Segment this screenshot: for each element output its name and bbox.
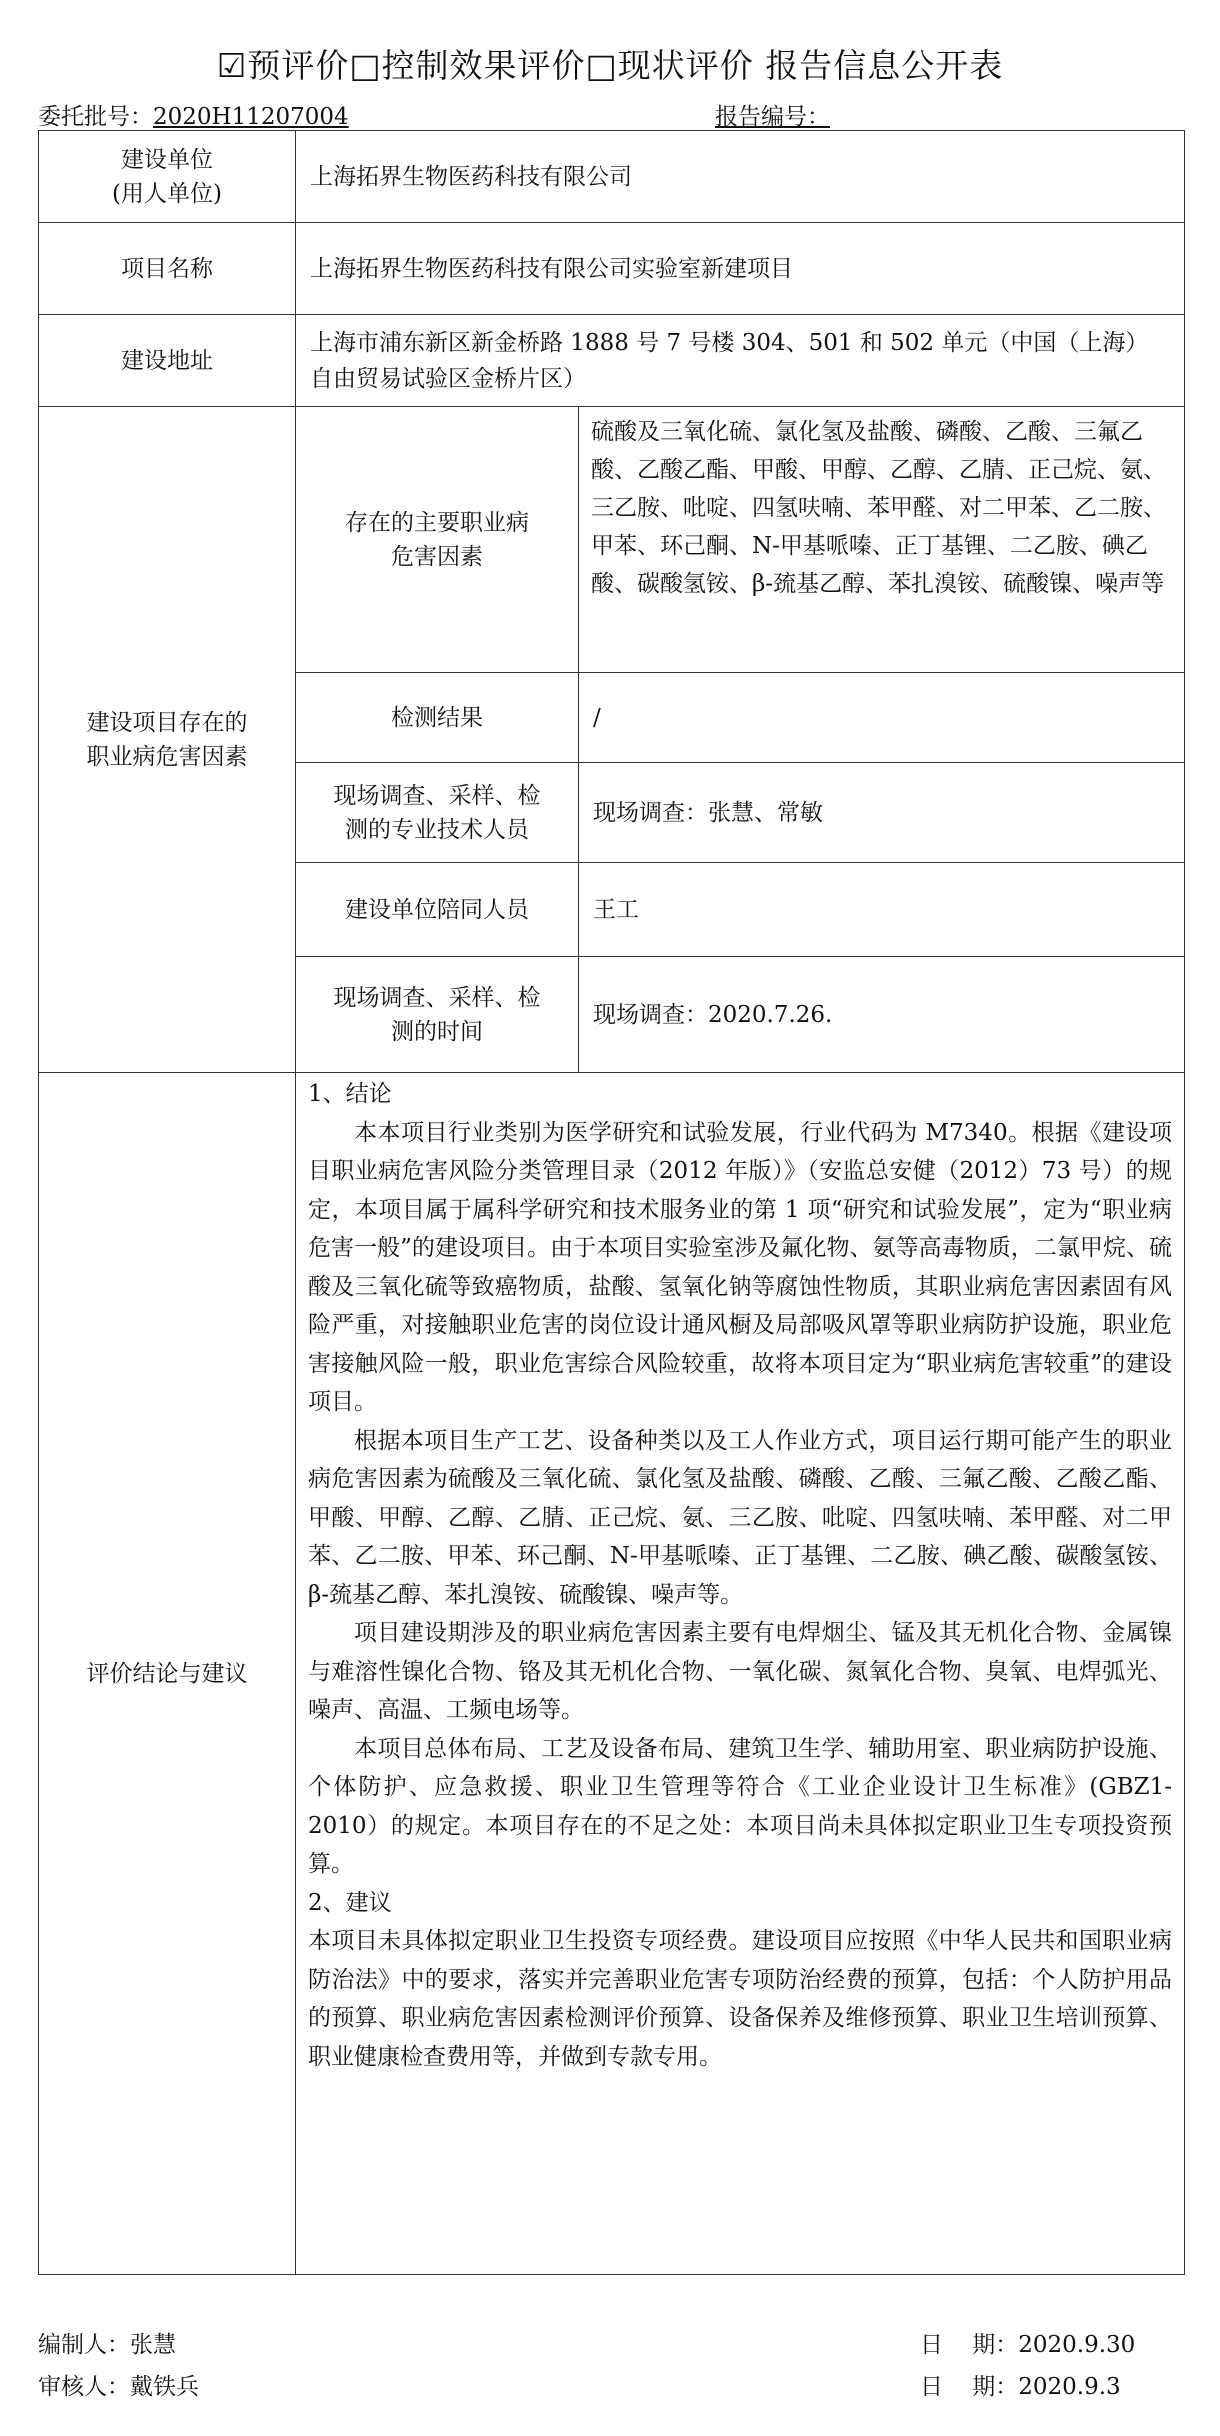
address-label: 建设地址: [39, 315, 296, 407]
time-value: 现场调查：2020.7.26.: [579, 957, 1185, 1073]
escort-label: 建设单位陪同人员: [296, 863, 579, 957]
edit-date: 日 期：2020.9.30: [920, 2332, 1136, 2358]
conclusion-paragraph-1: 本本项目行业类别为医学研究和试验发展，行业代码为 M7340。根据《建设项目职业病危害风险分类管理目录（2012 年版）》（安监总安健（2012）73 号）的规定，本项目属于属科学研究和技术服务业的第 1 项“研究和试验发展”，定为“职业病危害一般”的建设项目。由于本项目实验室涉及氟化物、氨等高毒物质，二氯甲烷、硫酸及三氧化硫等致癌物质，盐酸、氢氧化钠等腐蚀性物质，其职业病危害因素固有风险严重，对接触职业危害的岗位设计通风橱及局部吸风罩等职业病防护设施，职业危害接触风险一般，职业危害综合风险较重，故将本项目定为“职业病危害较重”的建设项目。: [308, 1119, 1172, 1415]
row-address: [39, 315, 1185, 407]
commission-label: 委托批号：: [38, 104, 153, 130]
conclusion-paragraph-3: 项目建设期涉及的职业病危害因素主要有电焊烟尘、锰及其无机化合物、金属镍与难溶性镍化合物、铬及其无机化合物、一氧化碳、氮氧化合物、臭氧、电焊弧光、噪声、高温、工频电场等。: [308, 1620, 1172, 1723]
conclusion-content: [296, 1073, 1185, 2275]
commission-number: [38, 98, 349, 131]
hazards-group-label: 建设项目存在的 职业病危害因素: [39, 407, 296, 1073]
page-title: ☑预评价□控制效果评价□现状评价 报告信息公开表: [216, 46, 1004, 85]
report-number: [715, 98, 854, 131]
hazards-main-label: 存在的主要职业病 危害因素: [296, 407, 579, 673]
project-value: 上海拓界生物医药科技有限公司实验室新建项目: [296, 223, 1185, 315]
address-value: 上海市浦东新区新金桥路 1888 号 7 号楼 304、501 和 502 单元（中国（上海）自由贸易试验区金桥片区）: [296, 315, 1185, 407]
project-label: 项目名称: [39, 223, 296, 315]
staff-label: 现场调查、采样、检 测的专业技术人员: [296, 763, 579, 863]
suggestion-paragraph: 本项目未具体拟定职业卫生投资专项经费。建设项目应按照《中华人民共和国职业病防治法》中的要求，落实并完善职业危害专项防治经费的预算，包括：个人防护用品的预算、职业病危害因素检测评价预算、设备保养及维修预算、职业卫生培训预算、职业健康检查费用等，并做到专款专用。: [308, 1928, 1172, 2070]
suggestion-heading: 2、建议: [308, 1889, 392, 1916]
row-project: [39, 223, 1185, 315]
editor: 编制人：张慧: [38, 2332, 176, 2358]
info-table: [38, 130, 1185, 2275]
escort-value: 王工: [579, 863, 1185, 957]
unit-label: 建设单位 (用人单位): [39, 131, 296, 223]
row-hazards-main: [39, 407, 1185, 673]
result-value: /: [579, 673, 1185, 763]
review-date: 日 期：2020.9.3: [920, 2374, 1121, 2400]
row-conclusion: [39, 1073, 1185, 2275]
conclusion-paragraph-2: 根据本项目生产工艺、设备种类以及工人作业方式，项目运行期可能产生的职业病危害因素为硫酸及三氧化硫、氯化氢及盐酸、磷酸、乙酸、三氟乙酸、乙酸乙酯、甲酸、甲醇、乙醇、乙腈、正己烷、氨、三乙胺、吡啶、四氢呋喃、苯甲醛、对二甲苯、乙二胺、甲苯、环己酮、N-甲基哌嗪、正丁基锂、二乙胺、碘乙酸、碳酸氢铵、β-巯基乙醇、苯扎溴铵、硫酸镍、噪声等。: [308, 1427, 1172, 1608]
hazards-main-value: 硫酸及三氧化硫、氯化氢及盐酸、磷酸、乙酸、三氟乙酸、乙酸乙酯、甲酸、甲醇、乙醇、乙腈、正己烷、氨、三乙胺、吡啶、四氢呋喃、苯甲醛、对二甲苯、乙二胺、甲苯、环己酮、N-甲基哌嗪、正丁基锂、二乙胺、碘乙酸、碳酸氢铵、β-巯基乙醇、苯扎溴铵、硫酸镍、噪声等: [579, 407, 1185, 673]
report-number-label: 报告编号：: [715, 104, 830, 130]
conclusion-heading: 1、结论: [308, 1081, 392, 1107]
staff-value: 现场调查：张慧、常敏: [579, 763, 1185, 863]
row-unit: [39, 131, 1185, 223]
time-label: 现场调查、采样、检 测的时间: [296, 957, 579, 1073]
reviewer: 审核人：戴铁兵: [38, 2374, 199, 2400]
conclusion-paragraph-4: 本项目总体布局、工艺及设备布局、建筑卫生学、辅助用室、职业病防护设施、个体防护、应急救援、职业卫生管理等符合《工业企业设计卫生标准》(GBZ1-2010）的规定。本项目存在的不足之处：本项目尚未具体拟定职业卫生专项投资预算。: [308, 1735, 1172, 1877]
commission-value: 2020H11207004: [153, 104, 349, 130]
unit-value: 上海拓界生物医药科技有限公司: [296, 131, 1185, 223]
result-label: 检测结果: [296, 673, 579, 763]
conclusion-label: 评价结论与建议: [39, 1073, 296, 2275]
